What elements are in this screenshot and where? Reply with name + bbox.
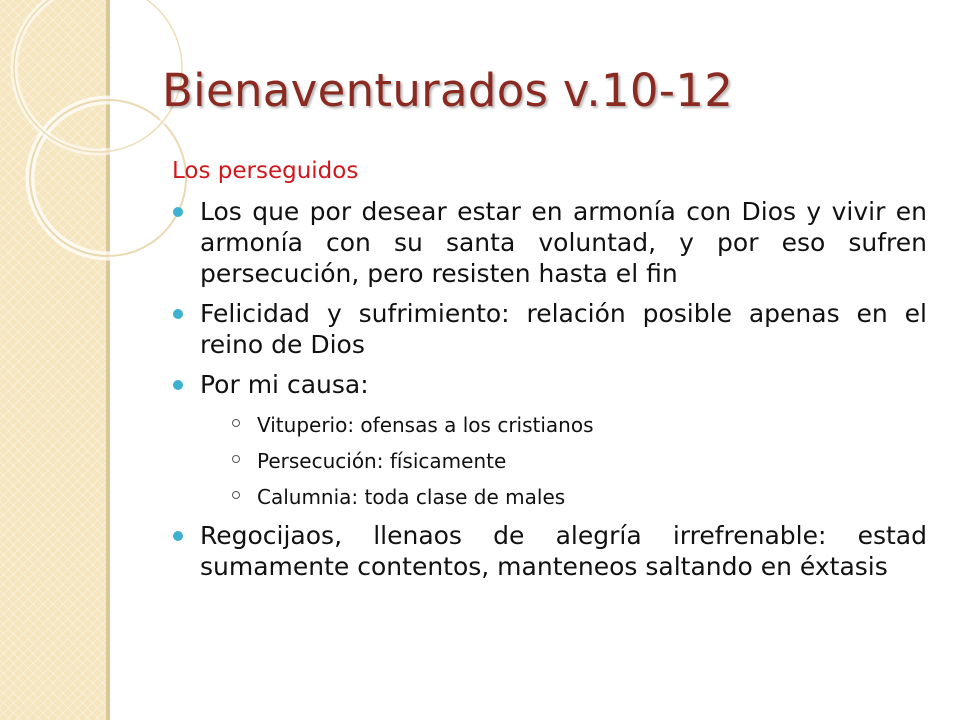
bullet-list	[172, 196, 927, 582]
sub-bullet-icon	[232, 455, 240, 463]
sub-bullet-text: Vituperio: ofensas a los cristianos	[257, 413, 594, 437]
bullet-icon	[173, 380, 183, 390]
decorative-rings	[0, 0, 200, 260]
sub-bullet-text: Calumnia: toda clase de males	[257, 485, 566, 509]
sub-bullet-icon	[232, 419, 240, 427]
bullet-text: Regocijaos, llenaos de alegría irrefrenable: estad sumamente contentos, manteneos saltando en éxtasis	[200, 521, 927, 581]
sub-bullet-item	[200, 484, 927, 510]
slide-body	[172, 156, 927, 591]
sub-bullet-icon	[232, 491, 240, 499]
bullet-item	[172, 298, 927, 360]
bullet-item	[172, 520, 927, 582]
bullet-text: Por mi causa:	[200, 370, 369, 399]
slide-subtitle: Los perseguidos	[172, 158, 359, 184]
bullet-icon	[173, 207, 183, 217]
sub-bullet-item	[200, 448, 927, 474]
bullet-icon	[173, 309, 183, 319]
bullet-item	[172, 369, 927, 510]
sub-bullet-item	[200, 412, 927, 438]
sub-bullet-list	[200, 412, 927, 510]
sub-bullet-text: Persecución: físicamente	[257, 449, 507, 473]
bullet-text: Los que por desear estar en armonía con Dios y vivir en armonía con su santa voluntad, y por eso sufren persecución, pero resisten hasta el fin	[200, 197, 927, 288]
bullet-icon	[173, 531, 183, 541]
bullet-item	[172, 196, 927, 289]
bullet-text: Felicidad y sufrimiento: relación posible apenas en el reino de Dios	[200, 299, 927, 359]
slide-title: Bienaventurados v.10-12	[162, 64, 734, 117]
